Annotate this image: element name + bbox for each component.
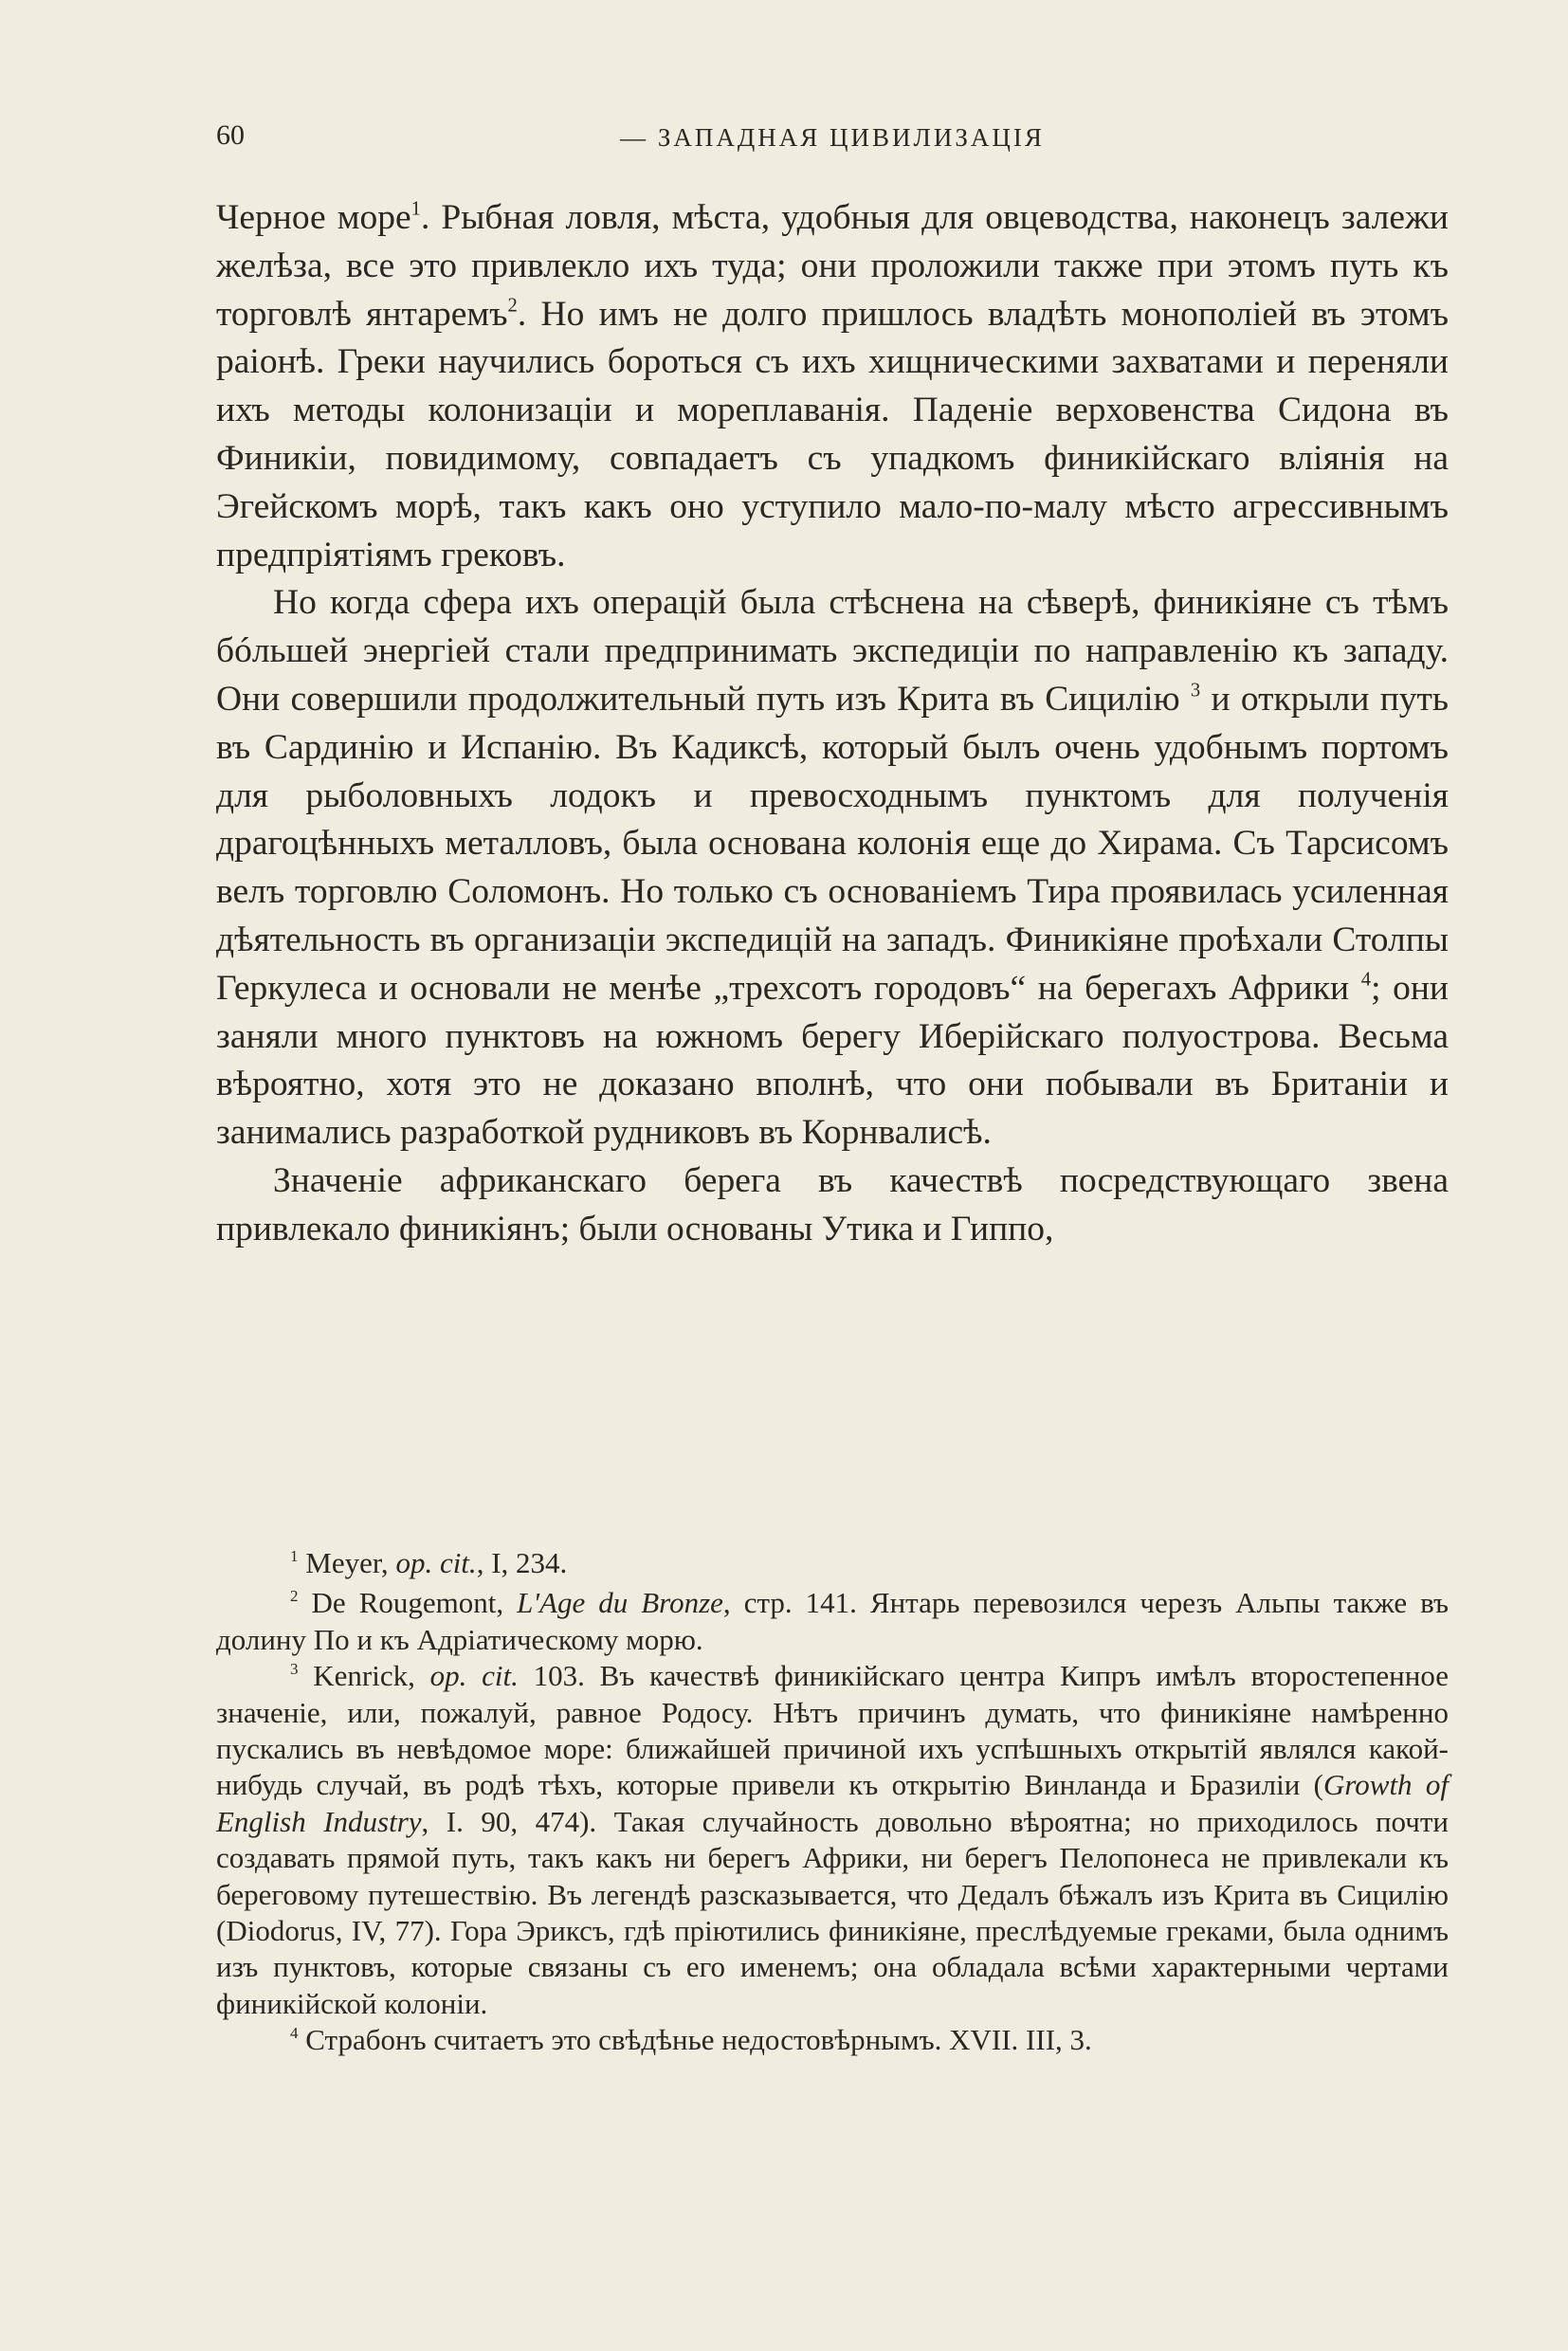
text-run: Черное море: [216, 198, 411, 237]
running-title: — ЗАПАДНАЯ ЦИВИЛИЗАЦIЯ: [620, 123, 1045, 152]
italic-text: op. cit.: [429, 1659, 519, 1693]
text-run: и открыли путь въ Сардинiю и Испанiю. Въ Кадиксѣ, который былъ очень удобнымъ портомъ для рыболовныхъ лодокъ и превосходнымъ пунктомъ для полученiя драгоцѣнныхъ металловъ, была основана колонiя еще до Хирама. Съ Тарсисомъ велъ торговлю Соломонъ. Но только съ основанiемъ Тира проявилась усиленная дѣятельность въ организацiи экспедицiй на западъ. Финикiяне проѣхали Столпы Геркулеса и основали не менѣе „трехсотъ городовъ“ на берегахъ Африки: [216, 679, 1449, 1008]
italic-text: Growth of English Industry: [216, 1768, 1449, 1838]
paragraph: [216, 194, 1449, 579]
footnote: [216, 1545, 1449, 1581]
footnote-marker: 3: [1190, 680, 1201, 702]
text-run: ; они заняли много пунктовъ на южномъ берегу Иберiйскаго полуострова. Весьма вѣроятно, хотя это не доказано вполнѣ, что они побывали въ Британiи и занимались разработкой рудниковъ въ Корнвалисѣ.: [216, 968, 1449, 1153]
text-run: De Rougemont,: [298, 1586, 518, 1620]
page-number: 60: [216, 119, 245, 151]
text-run: Страбонъ считаетъ это свѣдѣнье недостовѣрнымъ. XVII. III, 3.: [298, 2023, 1092, 2057]
text-run: 103. Въ качествѣ финикiйскаго центра Кипръ имѣлъ второстепенное значенiе, или, пожалуй, равное Родосу. Нѣтъ причинъ думать, что финикiяне намѣренно пускались въ невѣдомое море: ближайшей причиной ихъ успѣшныхъ открытiй являлся какой-нибудь случай, въ родѣ тѣхъ, которые привели къ открытiю Винланда и Бразилiи (: [216, 1659, 1449, 1802]
paragraph: [216, 1157, 1449, 1254]
text-run: , I, 234.: [476, 1546, 568, 1579]
body-text: [216, 194, 1449, 1254]
footnote: [216, 1585, 1449, 1658]
footnote: [216, 1658, 1449, 2022]
italic-text: op. cit.: [395, 1546, 477, 1579]
text-run: Но когда сфера ихъ операцiй была стѣснена на сѣверѣ, финикiяне съ тѣмъ бóльшей энергiей стали предпринимать экспедицiи по направленiю къ западу. Они совершили продолжительный путь изъ Крита въ Сицилiю: [216, 583, 1449, 719]
footnotes: [216, 1545, 1449, 2059]
text-run: . Рыбная ловля, мѣста, удобныя для овцеводства, наконецъ залежи желѣза, все это привлекло ихъ туда; они проложили также при этомъ путь къ торговлѣ янтаремъ: [216, 198, 1449, 334]
footnote-marker: 2: [290, 1587, 299, 1606]
paragraph: [216, 579, 1449, 1157]
footnote-marker: 4: [290, 2024, 299, 2043]
italic-text: L'Age du Bronze: [517, 1586, 723, 1620]
footnote-marker: 2: [507, 295, 518, 317]
text-run: Meyer,: [298, 1546, 396, 1579]
text-run: Kenrick,: [298, 1659, 430, 1693]
footnote-marker: 4: [1360, 969, 1372, 991]
text-run: Значенiе африканскаго берега въ качествѣ посредствующаго звена привлекало финикiянъ; были основаны Утика и Гиппо,: [216, 1160, 1449, 1248]
footnote: [216, 2022, 1449, 2058]
footnote-marker: 1: [410, 198, 421, 220]
text-run: , I. 90, 474). Такая случайность довольно вѣроятна; но приходилось почти создавать прямой путь, такъ какъ ни берегъ Африки, ни берегъ Пелопонеса не привлекали къ береговому путешествiю. Въ легендѣ разсказывается, что Дедалъ бѣжалъ изъ Крита въ Сицилiю (Diodorus, IV, 77). Гора Эриксъ, гдѣ прiютились финикiяне, преслѣдуемые греками, была однимъ изъ пунктовъ, которые связаны съ его именемъ; она обладала всѣми характерными чертами финикiйской колонiи.: [216, 1804, 1449, 2020]
page-header: [216, 112, 1449, 159]
footnote-marker: 1: [290, 1547, 299, 1566]
text-run: . Но имъ не долго пришлось владѣть монополiей въ этомъ раiонѣ. Греки научились бороться съ ихъ хищническими захватами и переняли ихъ методы колонизацiи и мореплаванiя. Паденiе верховенства Сидона въ Финикiи, повидимому, совпадаетъ съ упадкомъ финикiйскаго влiянiя на Эгейскомъ морѣ, такъ какъ оно уступило мало-по-малу мѣсто агрессивнымъ предпрiятiямъ грековъ.: [216, 294, 1449, 574]
text-run: , стр. 141. Янтарь перевозился черезъ Альпы также въ долину По и къ Адрiатическому морю.: [216, 1586, 1449, 1656]
footnote-marker: 3: [290, 1660, 299, 1679]
